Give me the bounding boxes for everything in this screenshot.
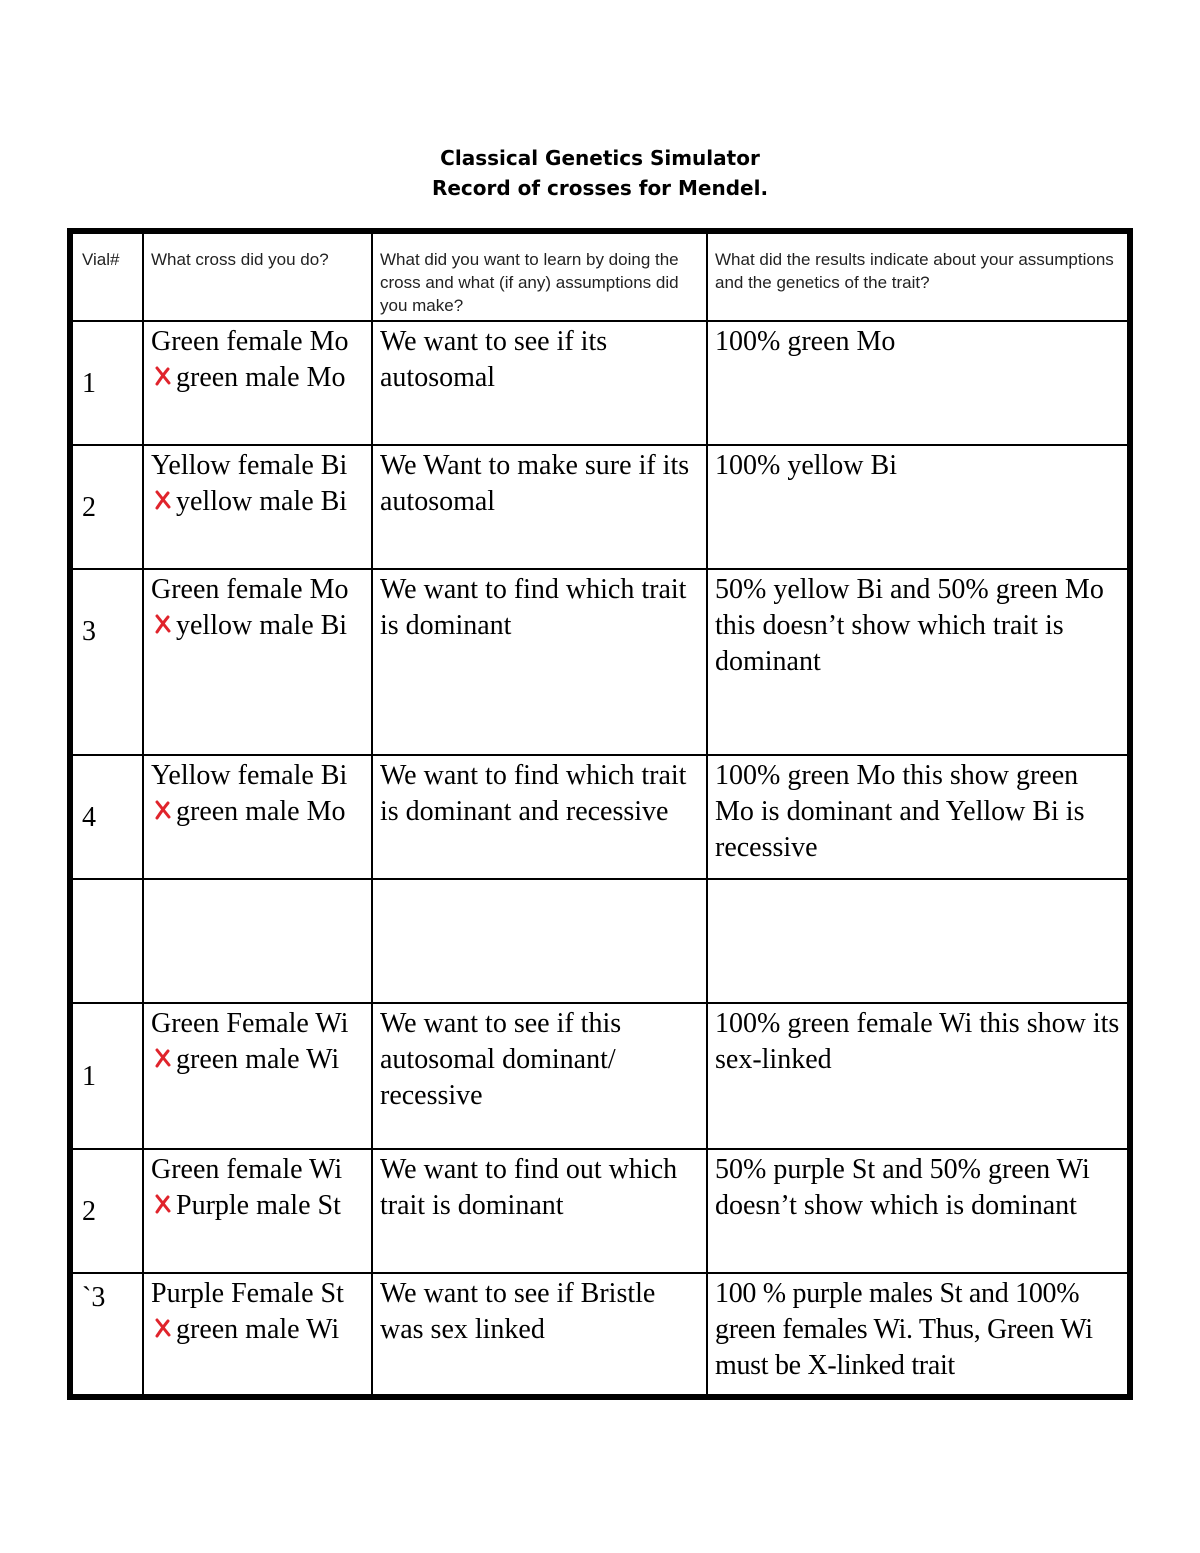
purpose-cell: We want to see if Bristle was sex linked	[372, 1273, 707, 1397]
table-row	[70, 1273, 1130, 1397]
result-cell: 100% green female Wi this show its sex-linked	[707, 1003, 1130, 1149]
result-cell	[707, 879, 1130, 1003]
vial-number	[70, 879, 143, 1003]
purpose-cell: We want to find which trait is dominant	[372, 569, 707, 755]
result-cell: 100 % purple males St and 100% green females Wi. Thus, Green Wi must be X-linked trait	[707, 1273, 1130, 1397]
vial-number: `3	[70, 1273, 143, 1397]
cross-cell	[143, 879, 372, 1003]
result-cell: 50% purple St and 50% green Wi doesn’t show which is dominant	[707, 1149, 1130, 1273]
cross-x-icon	[154, 1193, 172, 1215]
cross-cell	[143, 1149, 372, 1273]
cross-text: Green female Wi	[151, 1154, 343, 1185]
crosses-table	[67, 228, 1133, 1400]
result-cell: 100% yellow Bi	[707, 445, 1130, 569]
cross-text: yellow male Bi	[176, 486, 348, 517]
table-row	[70, 1003, 1130, 1149]
vial-number: 3	[70, 569, 143, 755]
purpose-cell: We want to find which trait is dominant and recessive	[372, 755, 707, 879]
cross-x-icon	[154, 1317, 172, 1339]
column-header-cross: What cross did you do?	[143, 231, 372, 321]
cross-x-icon	[154, 799, 172, 821]
cross-text: Purple male St	[176, 1190, 341, 1221]
vial-number: 1	[70, 321, 143, 445]
cross-text: Green female Mo	[151, 574, 349, 605]
cross-text: Green Female Wi	[151, 1008, 349, 1039]
cross-text: Purple Female St	[151, 1278, 344, 1309]
result-cell: 100% green Mo	[707, 321, 1130, 445]
document-title: Classical Genetics Simulator	[440, 146, 760, 170]
column-header-vial: Vial#	[70, 231, 143, 321]
purpose-cell: We want to find out which trait is dominant	[372, 1149, 707, 1273]
column-header-purpose: What did you want to learn by doing the cross and what (if any) assumptions did you make?	[372, 231, 707, 321]
cross-text: green male Wi	[176, 1044, 340, 1075]
table-row	[70, 445, 1130, 569]
cross-cell	[143, 321, 372, 445]
cross-text: Green female Mo	[151, 326, 349, 357]
result-cell: 100% green Mo this show green Mo is dominant and Yellow Bi is recessive	[707, 755, 1130, 879]
cross-cell	[143, 569, 372, 755]
cross-cell	[143, 445, 372, 569]
document-header	[0, 143, 1200, 203]
vial-number: 4	[70, 755, 143, 879]
cross-text: Yellow female Bi	[151, 450, 348, 481]
cross-x-icon	[154, 489, 172, 511]
cross-cell	[143, 1273, 372, 1397]
vial-number: 1	[70, 1003, 143, 1149]
cross-text: green male Wi	[176, 1314, 340, 1345]
table-row-empty	[70, 879, 1130, 1003]
cross-x-icon	[154, 1047, 172, 1069]
purpose-cell: We want to see if its autosomal	[372, 321, 707, 445]
vial-number: 2	[70, 1149, 143, 1273]
cross-x-icon	[154, 365, 172, 387]
cross-text: green male Mo	[176, 362, 346, 393]
cross-cell	[143, 755, 372, 879]
table-row	[70, 321, 1130, 445]
table-row	[70, 1149, 1130, 1273]
cross-text: Yellow female Bi	[151, 760, 348, 791]
cross-x-icon	[154, 613, 172, 635]
result-cell: 50% yellow Bi and 50% green Mo this doesn’t show which trait is dominant	[707, 569, 1130, 755]
table-row	[70, 569, 1130, 755]
purpose-cell: We want to see if this autosomal dominant/ recessive	[372, 1003, 707, 1149]
purpose-cell	[372, 879, 707, 1003]
purpose-cell: We Want to make sure if its autosomal	[372, 445, 707, 569]
table-header-row	[70, 231, 1130, 321]
cross-cell	[143, 1003, 372, 1149]
vial-number: 2	[70, 445, 143, 569]
document-subtitle: Record of crosses for Mendel.	[431, 176, 769, 200]
cross-text: yellow male Bi	[176, 610, 348, 641]
table-row	[70, 755, 1130, 879]
cross-text: green male Mo	[176, 796, 346, 827]
column-header-results: What did the results indicate about your assumptions and the genetics of the trait?	[707, 231, 1130, 321]
